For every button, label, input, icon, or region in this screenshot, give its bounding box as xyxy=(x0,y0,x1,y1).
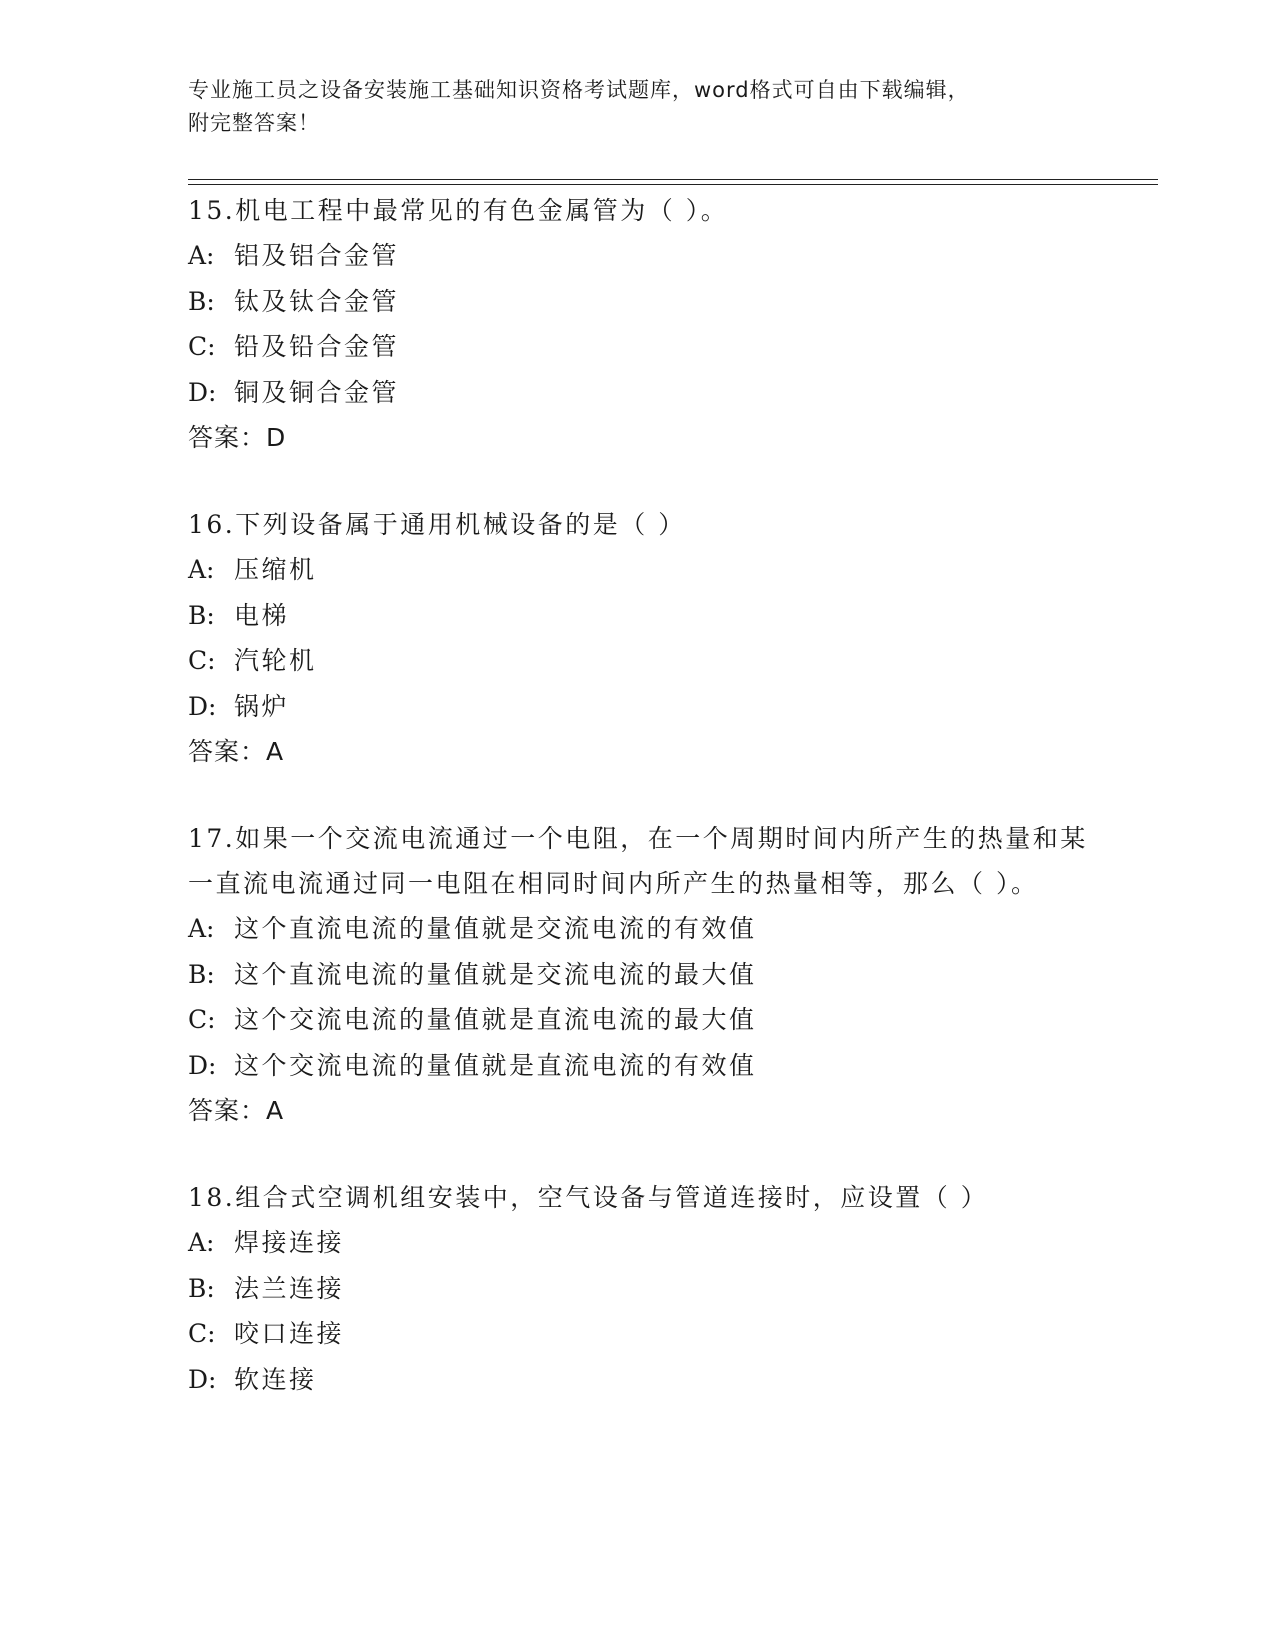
option-text: 这个直流电流的量值就是交流电流的有效值 xyxy=(234,914,757,943)
option-letter: C: xyxy=(188,1005,216,1034)
option-c xyxy=(188,1311,1088,1357)
question-stem: 18.组合式空调机组安装中，空气设备与管道连接时，应设置（ ） xyxy=(188,1183,989,1212)
option-letter: B: xyxy=(188,286,215,316)
option-letter: B: xyxy=(188,1273,215,1303)
option-text: 软连接 xyxy=(234,1364,317,1394)
option-text: 钛及钛合金管 xyxy=(234,286,400,316)
option-text: 铝及铝合金管 xyxy=(234,241,400,270)
header-line-1: 专业施工员之设备安装施工基础知识资格考试题库，word格式可自由下载编辑， xyxy=(188,78,970,102)
answer-line: 答案：A xyxy=(188,1096,285,1125)
option-a xyxy=(188,1220,1088,1266)
option-letter: A: xyxy=(188,555,215,584)
option-b xyxy=(188,952,1088,998)
question-stem: 15.机电工程中最常见的有色金属管为（ ）。 xyxy=(188,196,729,225)
option-text: 咬口连接 xyxy=(234,1319,345,1348)
option-text: 铜及铜合金管 xyxy=(234,377,400,407)
question-15 xyxy=(188,188,1088,460)
document-header xyxy=(188,74,1088,140)
header-divider-top xyxy=(188,179,1158,180)
option-a xyxy=(188,906,1088,952)
question-stem: 17.如果一个交流电流通过一个电阻，在一个周期时间内所产生的热量和某一直流电流通过同一电阻在相同时间内所产生的热量相等，那么（ ）。 xyxy=(188,824,1088,898)
option-letter: D: xyxy=(188,1364,217,1394)
question-list xyxy=(188,188,1088,1444)
option-d xyxy=(188,1357,1088,1403)
option-letter: D: xyxy=(188,1050,217,1080)
option-text: 电梯 xyxy=(234,600,290,630)
option-c xyxy=(188,324,1088,370)
option-letter: C: xyxy=(188,332,216,361)
option-c xyxy=(188,638,1088,684)
option-c xyxy=(188,997,1088,1043)
option-text: 这个交流电流的量值就是直流电流的有效值 xyxy=(234,1050,757,1080)
option-text: 汽轮机 xyxy=(234,646,317,675)
option-b xyxy=(188,279,1088,325)
answer-line: 答案：D xyxy=(188,423,287,452)
option-d xyxy=(188,1043,1088,1089)
option-d xyxy=(188,370,1088,416)
header-line-2: 附完整答案！ xyxy=(188,111,320,135)
header-divider-bottom xyxy=(188,184,1158,185)
option-letter: B: xyxy=(188,600,215,630)
option-letter: C: xyxy=(188,1319,216,1348)
question-17 xyxy=(188,816,1088,1133)
question-16 xyxy=(188,502,1088,774)
option-d xyxy=(188,684,1088,730)
option-letter: A: xyxy=(188,1228,215,1257)
option-a xyxy=(188,233,1088,279)
option-a xyxy=(188,547,1088,593)
question-stem: 16.下列设备属于通用机械设备的是（ ） xyxy=(188,510,686,539)
option-b xyxy=(188,1266,1088,1312)
option-text: 锅炉 xyxy=(234,691,290,721)
option-text: 法兰连接 xyxy=(234,1273,345,1303)
option-text: 焊接连接 xyxy=(234,1228,345,1257)
question-18 xyxy=(188,1175,1088,1402)
option-letter: D: xyxy=(188,691,217,721)
option-text: 压缩机 xyxy=(234,555,317,584)
option-letter: A: xyxy=(188,914,215,943)
option-text: 这个交流电流的量值就是直流电流的最大值 xyxy=(234,1005,757,1034)
option-text: 这个直流电流的量值就是交流电流的最大值 xyxy=(234,959,757,989)
option-text: 铅及铅合金管 xyxy=(234,332,400,361)
option-letter: D: xyxy=(188,377,217,407)
option-b xyxy=(188,593,1088,639)
answer-line: 答案：A xyxy=(188,737,285,766)
option-letter: A: xyxy=(188,241,215,270)
option-letter: B: xyxy=(188,959,215,989)
option-letter: C: xyxy=(188,646,216,675)
